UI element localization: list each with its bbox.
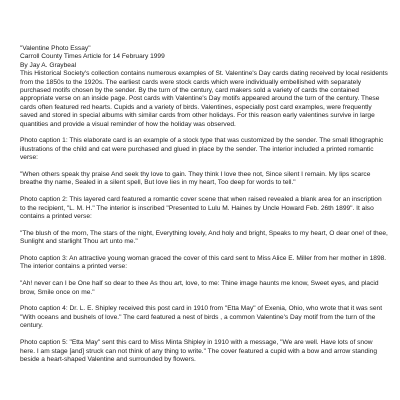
intro-paragraph: This Historical Society's collection contains numerous examples of St. Valentine's Day cards dating received by local residents from the 1850s to the 1920s. The earliest cards were stock cards which were individually embellished with separately purchased motifs chosen by the sender. By the turn of the century, card makers sold a variety of cards the contained appropriate verse on an inside page. Post cards with Valentine's Day motifs appeared around the turn of the century. These cards often featured red hearts. Cupids and a variety of birds. Valentines, especially post card examples, were frequently saved and stored in special albums with similar cards from other holidays. For this reason early valentines survive in large quantities and provide a visual reminder of how the holiday was observed. — [20, 70, 388, 128]
article-line: Carroll County Times Article for 14 February 1999 — [20, 53, 165, 61]
article-header — [20, 53, 388, 129]
photo-caption-2: Photo caption 2: This layered card featured a romantic cover scene that when raised revealed a blank area for an inscription to the recipient, "L. M. H." The interior is inscribed "Presented to Lulu M. Haines by Uncle Howard Feb. 26th 1899". It also contains a printed verse: — [20, 196, 382, 221]
verse-2: "The blush of the morn, The stars of the night, Everything lovely, And holy and bright, Speaks to my heart, O dear one! of thee, Sunlight and starlight Thou art unto me." — [20, 229, 388, 246]
paragraph-gap — [20, 331, 388, 339]
paragraph-gap — [20, 188, 388, 196]
verse-1: "When others speak thy praise And seek thy love to gain. They think I love thee not, Since silent I remain. My lips scarce breathe thy name, Sealed in a silent spell, But love lies in my heart, Too deep for words to tell." — [20, 171, 371, 187]
byline: By Jay A. Graybeal — [20, 61, 77, 69]
photo-caption-4: Photo caption 4: Dr. L. E. Shipley received this post card in 1910 from "Etta May" of Exenia, Ohio, who wrote that it was sent "With oceans and bushels of love." The card featured a nest of birds , a common Valentine's Day motif from the turn of the century. — [20, 305, 383, 330]
paragraph-gap — [20, 221, 388, 229]
photo-caption-1: Photo caption 1: This elaborate card is an example of a stock type that was customized by the sender. The small lithographic illustrations of the child and cat were purchased and glued in place by the sender. The interior included a printed romantic verse: — [20, 137, 384, 162]
photo-caption-5: Photo caption 5: "Etta May" sent this card to Miss Minta Shipley in 1910 with a message, "We are well. Have lots of snow here. I am stage [and] struck can not think of any thing to write." The cover featured a cupid with a bow and arrow standing beside a heart-shaped Valentine and surrounded by flowers. — [20, 339, 378, 363]
paragraph-gap — [20, 163, 388, 171]
document-title: "Valentine Photo Essay" — [20, 45, 91, 52]
verse-3: "Ah! never can I be One half so dear to thee As thou art, love, to me: Thine image haunts me know, Sweet eyes, and placid brow, Smile once on me." — [20, 280, 379, 296]
paragraph-gap — [20, 247, 388, 255]
paragraph-gap — [20, 297, 388, 305]
paragraph-gap — [20, 272, 388, 280]
paragraph-gap — [20, 129, 388, 137]
photo-caption-3: Photo caption 3: An attractive young woman graced the cover of this card sent to Miss Alice E. Miller from her mother in 1898. The interior contains a printed verse: — [20, 255, 387, 271]
